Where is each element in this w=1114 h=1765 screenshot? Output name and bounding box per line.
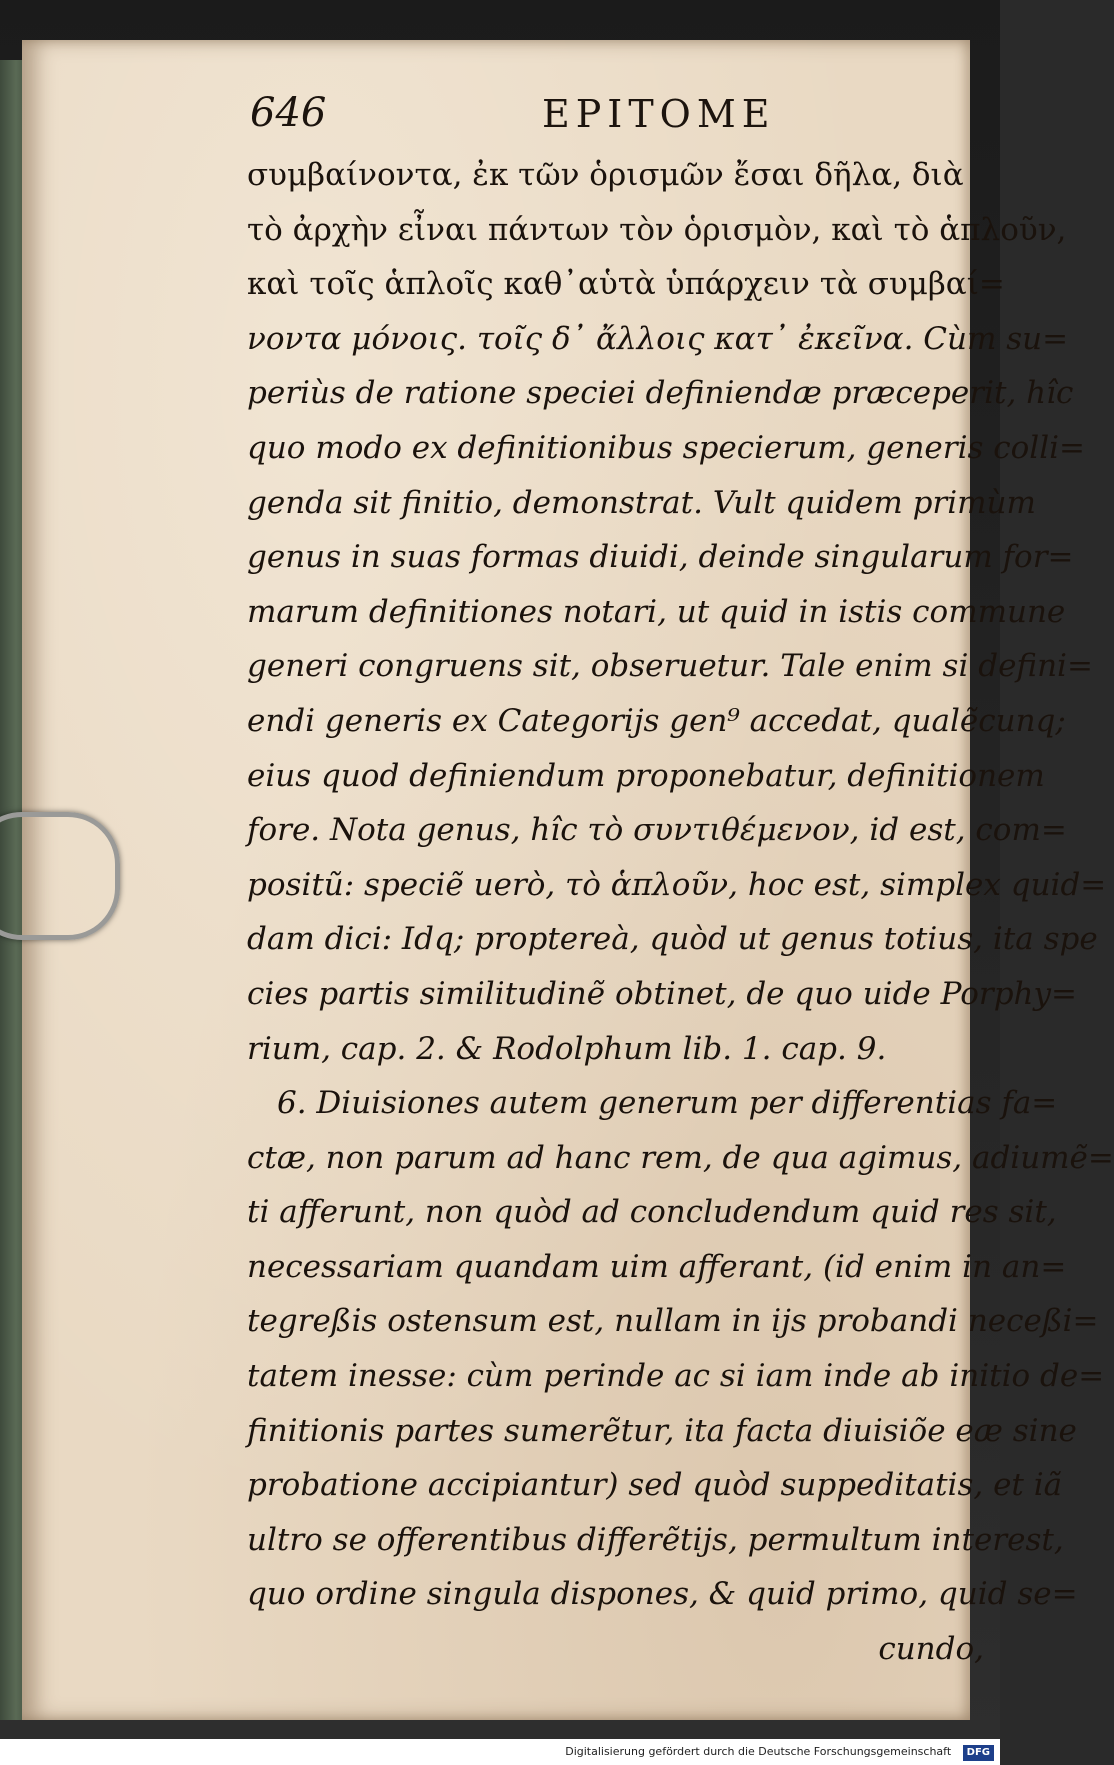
text-line: generi congruens sit, obseruetur. Tale enim si defini= [247,648,1093,685]
running-head: EPITOME [542,92,776,136]
text-line: τὸ ἀρχὴν εἶναι πάντων τὸν ὁρισμὸν, καὶ τὸ ἁπλοῦν, [247,211,1067,248]
text-line: tatem inesse: cùm perinde ac si iam inde ab initio de= [247,1358,1105,1395]
body-text [247,148,1114,1677]
text-line: cies partis similitudinẽ obtinet, de quo uide Porphy= [247,975,1078,1012]
text-line: probatione accipiantur) sed quòd suppeditatis, et iã [247,1467,1063,1504]
text-line: fore. Nota genus, hîc τὸ συντιθέμενον, id est, com= [247,812,1067,849]
digitization-footer [0,1739,1000,1765]
footer-credit: Digitalisierung gefördert durch die Deutsche Forschungsgemeinschaft [565,1745,952,1758]
text-line: finitionis partes sumerẽtur, ita facta diuisiõe eæ sine [247,1412,1077,1449]
text-line: ti afferunt, non quòd ad concludendum quid res sit, [247,1194,1057,1231]
page-clip [0,812,120,940]
text-line: tegreßis ostensum est, nullam in ijs probandi neceßi= [247,1303,1099,1340]
text-line: genda sit finitio, demonstrat. Vult quidem primùm [247,484,1036,521]
text-line: 6. Diuisiones autem generum per differentias fa= [277,1085,1058,1122]
text-line: dam dici: Idq; proptereà, quòd ut genus totius, ita spe [247,921,1098,958]
text-line: positũ: speciẽ uerò, τὸ ἁπλοῦν, hoc est, simplex quid= [247,866,1107,903]
text-line: καὶ τοῖς ἁπλοῖς καθ᾽αὑτὰ ὑπάρχειν τὰ συμβαί= [247,266,1005,303]
text-line: ultro se offerentibus differẽtijs, permultum interest, [247,1521,1064,1558]
page-header [22,90,970,150]
page-number: 646 [250,90,327,136]
text-line: endi generis ex Categorijs gen⁹ accedat, qualẽcunq; [247,702,1066,739]
dfg-logo: DFG [963,1745,994,1761]
book-page [22,40,1114,1720]
text-line: συμβαίνοντα, ἐκ τῶν ὁρισμῶν ἔσαι δῆλα, διὰ [247,157,964,193]
text-line: necessariam quandam uim afferant, (id enim in an= [247,1248,1067,1285]
text-line: quo ordine singula dispones, & quid primo, quid se= [247,1576,1078,1613]
text-line: marum definitiones notari, ut quid in istis commune [247,593,1066,630]
text-line: ctæ, non parum ad hanc rem, de qua agimus, adiumẽ= [247,1139,1114,1176]
text-line: genus in suas formas diuidi, deinde singularum for= [247,539,1074,576]
text-line: νοντα μόνοις. τοῖς δ᾽ ἄλλοις κατ᾽ ἐκεῖνα. Cùm su= [247,320,1069,357]
catchword: cundo, [878,1631,984,1668]
text-line: periùs de ratione speciei definiendæ præceperit, hîc [247,375,1074,412]
text-line: rium, cap. 2. & Rodolphum lib. 1. cap. 9. [247,1030,887,1067]
text-line: eius quod definiendum proponebatur, definitionem [247,757,1045,794]
text-line: quo modo ex definitionibus specierum, generis colli= [247,429,1086,466]
